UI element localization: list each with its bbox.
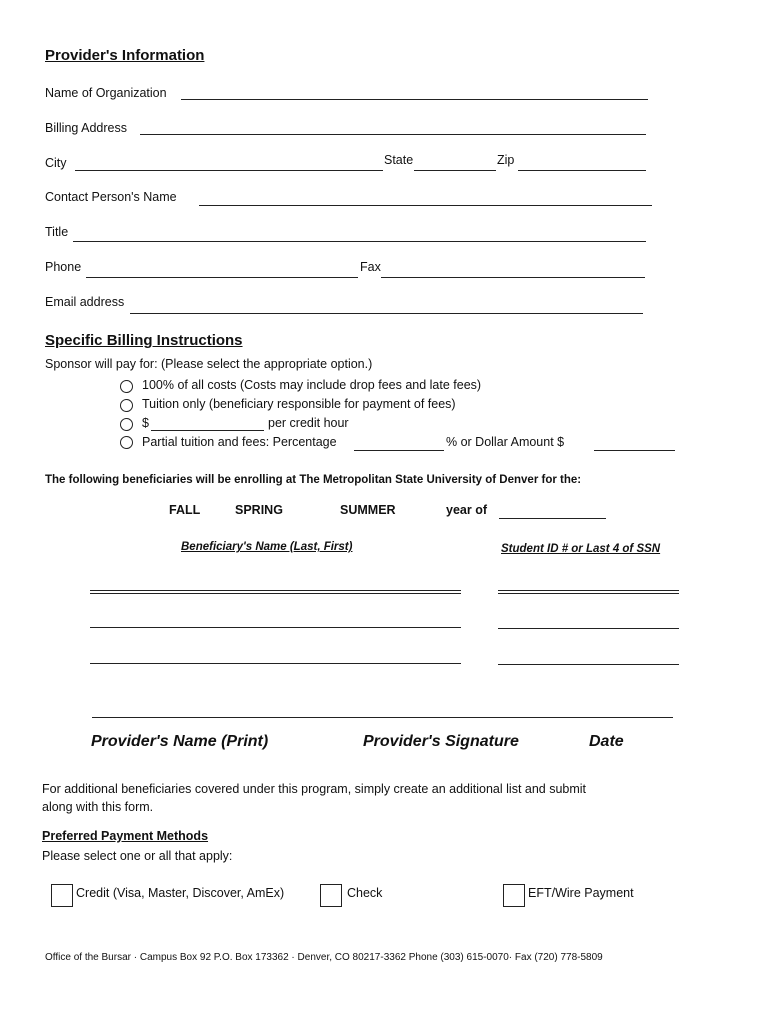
- check-checkbox[interactable]: [320, 884, 342, 907]
- credit-label: Credit (Visa, Master, Discover, AmEx): [76, 886, 285, 900]
- dollar-amount-field[interactable]: [596, 433, 673, 449]
- dollar-amount-label: % or Dollar Amount $: [446, 435, 565, 449]
- zip-field[interactable]: [520, 153, 644, 169]
- provider-signature-label: Provider's Signature: [363, 733, 519, 750]
- city-label: City: [45, 156, 67, 170]
- org-name-label: Name of Organization: [45, 86, 167, 100]
- providers-info-heading: Provider's Information: [45, 47, 205, 64]
- student-id-line-2[interactable]: [498, 628, 679, 629]
- credit-checkbox[interactable]: [51, 884, 73, 907]
- year-line: [499, 518, 606, 519]
- title-label: Title: [45, 225, 69, 239]
- state-label: State: [384, 153, 414, 167]
- option-full-cost-radio[interactable]: [120, 380, 133, 393]
- date-label: Date: [589, 733, 624, 750]
- check-label: Check: [347, 886, 383, 900]
- additional-note-line1: For additional beneficiaries covered under this program, simply create an additional list and submit: [42, 782, 587, 796]
- option-per-credit-radio[interactable]: [120, 418, 133, 431]
- org-name-line: [181, 99, 648, 100]
- year-field[interactable]: [501, 500, 604, 516]
- email-label: Email address: [45, 295, 125, 309]
- percentage-field[interactable]: [356, 433, 442, 449]
- year-of-label: year of: [446, 503, 487, 517]
- option-partial-radio[interactable]: [120, 436, 133, 449]
- fax-line: [381, 277, 645, 278]
- phone-label: Phone: [45, 260, 82, 274]
- billing-address-line: [140, 134, 646, 135]
- org-name-field[interactable]: [183, 83, 646, 99]
- option-full-cost-label: 100% of all costs (Costs may include drop fees and late fees): [142, 378, 482, 392]
- contact-name-field[interactable]: [201, 188, 650, 204]
- beneficiary-name-header: Beneficiary's Name (Last, First): [181, 541, 353, 553]
- beneficiary-name-line-1[interactable]: [90, 590, 461, 594]
- option-partial-label: Partial tuition and fees: Percentage: [142, 435, 337, 449]
- per-credit-amount-field[interactable]: [153, 414, 262, 430]
- eft-wire-label: EFT/Wire Payment: [528, 886, 634, 900]
- option-tuition-only-label: Tuition only (beneficiary responsible for payment of fees): [142, 397, 456, 411]
- contact-name-line: [199, 205, 652, 206]
- phone-line: [86, 277, 358, 278]
- billing-address-label: Billing Address: [45, 121, 127, 135]
- fax-label: Fax: [360, 260, 381, 274]
- billing-address-field[interactable]: [142, 118, 644, 134]
- option-per-credit-dollar: $: [142, 416, 149, 430]
- student-id-line-3[interactable]: [498, 664, 679, 665]
- per-credit-amount-line: [151, 430, 264, 431]
- state-field[interactable]: [416, 153, 494, 169]
- additional-note-line2: along with this form.: [42, 800, 154, 814]
- phone-field[interactable]: [88, 259, 356, 275]
- contact-name-label: Contact Person's Name: [45, 190, 177, 204]
- fax-field[interactable]: [383, 259, 643, 275]
- beneficiary-name-line-2[interactable]: [90, 627, 461, 628]
- term-spring[interactable]: SPRING: [235, 503, 283, 517]
- payment-methods-prompt: Please select one or all that apply:: [42, 849, 233, 863]
- title-field[interactable]: [75, 224, 644, 240]
- city-field[interactable]: [77, 153, 381, 169]
- beneficiary-name-line-3[interactable]: [90, 663, 461, 664]
- student-id-line-1[interactable]: [498, 590, 679, 594]
- percentage-line: [354, 450, 444, 451]
- sponsor-prompt: Sponsor will pay for: (Please select the appropriate option.): [45, 357, 373, 371]
- zip-label: Zip: [497, 153, 515, 167]
- email-line: [130, 313, 643, 314]
- dollar-amount-line: [594, 450, 675, 451]
- student-id-header: Student ID # or Last 4 of SSN: [501, 543, 661, 555]
- option-tuition-only-radio[interactable]: [120, 399, 133, 412]
- footer-contact: Office of the Bursar · Campus Box 92 P.O. Box 173362 · Denver, CO 80217-3362 Phone (303) 615-0070· Fax (720) 778-5809: [45, 952, 603, 963]
- state-line: [414, 170, 496, 171]
- enrollment-statement: The following beneficiaries will be enrolling at The Metropolitan State University of Denver for the:: [45, 474, 582, 486]
- term-summer[interactable]: SUMMER: [340, 503, 396, 517]
- eft-wire-checkbox[interactable]: [503, 884, 525, 907]
- payment-methods-heading: Preferred Payment Methods: [42, 829, 209, 843]
- city-line: [75, 170, 383, 171]
- provider-name-print-label: Provider's Name (Print): [91, 733, 269, 750]
- billing-instructions-heading: Specific Billing Instructions: [45, 332, 243, 349]
- signature-line[interactable]: [92, 717, 673, 718]
- term-fall[interactable]: FALL: [169, 503, 201, 517]
- zip-line: [518, 170, 646, 171]
- title-line: [73, 241, 646, 242]
- per-credit-hour-label: per credit hour: [268, 416, 349, 430]
- email-field[interactable]: [132, 295, 641, 311]
